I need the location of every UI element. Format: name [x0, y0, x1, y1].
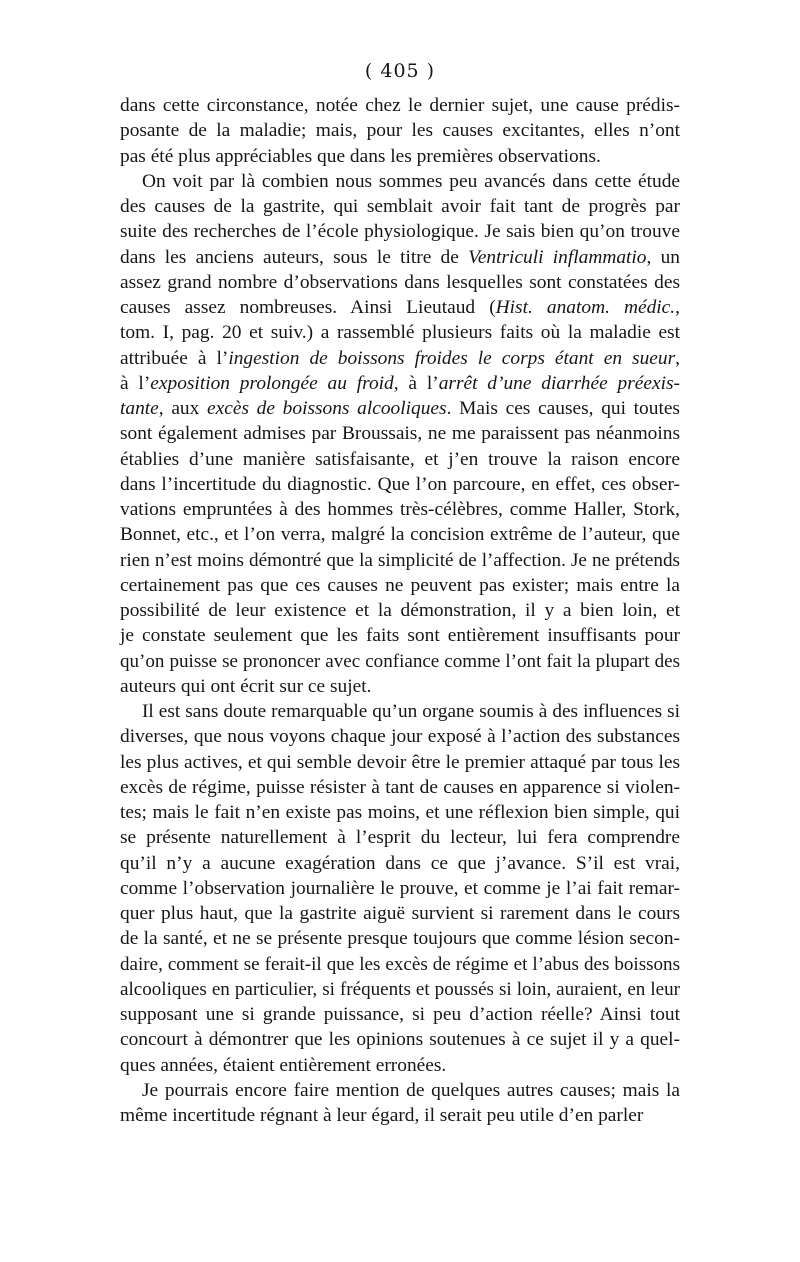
text-run: rien n’est moins démontré que la simplicité de l’affection. Je ne prétends: [120, 549, 680, 571]
text-line: [120, 1027, 680, 1052]
paragraph: [120, 699, 680, 1078]
text-line: [120, 93, 680, 118]
text-run: même incertitude régnant à leur égard, il serait peu utile d’en parler: [120, 1105, 644, 1126]
text-run: alcooliques en particulier, si fréquents et poussés si loin, auraient, en leur: [120, 978, 680, 1000]
text-line: [120, 194, 680, 219]
text-run: Bonnet, etc., et l’on verra, malgré la concision extrême de l’auteur, que: [120, 524, 680, 546]
text-line: [120, 598, 680, 623]
text-line: [120, 623, 680, 648]
italic-text: Hist. anatom. médic.: [495, 297, 676, 318]
text-run: je constate seulement que les faits sont entièrement insuffisants pour: [120, 625, 680, 647]
italic-text: arrêt d’une diarrhée préexis-: [438, 372, 680, 394]
text-run: auteurs qui ont écrit sur ce sujet.: [120, 675, 372, 697]
text-run: pas été plus appréciables que dans les premières observations.: [120, 145, 601, 167]
italic-text: tante: [120, 398, 159, 419]
text-run: quer plus haut, que la gastrite aiguë survient si rarement dans le cours: [120, 903, 680, 924]
text-line: [120, 1002, 680, 1027]
text-run: concourt à démontrer que les opinions soutenues à ce sujet il y a quel-: [120, 1029, 680, 1051]
text-run: possibilité de leur existence et la démonstration, il y a bien loin, et: [120, 600, 680, 621]
text-line: [120, 674, 680, 699]
text-run: . Mais ces causes, qui toutes: [446, 398, 680, 419]
text-run: dans cette circonstance, notée chez le dernier sujet, une cause prédis-: [120, 95, 680, 116]
paragraph: [120, 93, 680, 169]
text-run: suite des recherches de l’école physiologique. Je sais bien qu’on trouve: [120, 221, 680, 243]
text-line: [120, 548, 680, 573]
page-number: ( 405 ): [364, 60, 436, 82]
text-run: supposant une si grande puissance, si peu d’action réelle? Ainsi tout: [120, 1004, 680, 1025]
text-line: [120, 522, 680, 547]
italic-text: excès de boissons alcooliques: [207, 398, 447, 419]
text-line: [120, 295, 680, 320]
italic-text: ingestion de boissons froides le corps étant en sueur: [228, 347, 676, 369]
paragraph: [120, 169, 680, 699]
text-line: [120, 169, 680, 194]
text-run: , aux: [158, 398, 208, 419]
text-line: [120, 472, 680, 497]
text-line: [120, 977, 680, 1002]
text-line: [120, 901, 680, 926]
text-run: ques années, étaient entièrement erronées.: [120, 1054, 447, 1076]
text-run: posante de la maladie; mais, pour les causes excitantes, elles n’ont: [120, 120, 680, 142]
text-run: tes; mais le fait n’en existe pas moins, et une réflexion bien simple, qui: [120, 802, 680, 823]
text-run: dans l’incertitude du diagnostic. Que l’on parcoure, en effet, ces obser-: [120, 473, 680, 495]
italic-text: exposition prolongée au froid: [150, 372, 394, 394]
text-line: [120, 800, 680, 825]
text-run: comme l’observation journalière le prouve, et comme je l’ai fait remar-: [120, 877, 680, 899]
text-run: sont également admises par Broussais, ne me paraissent pas néanmoins: [120, 423, 680, 445]
text-line: [120, 219, 680, 244]
text-run: de la santé, et ne se présente presque toujours que comme lésion secon-: [120, 928, 680, 950]
text-line: [120, 144, 680, 169]
text-line: [120, 851, 680, 876]
text-line: [120, 421, 680, 446]
text-line: [120, 952, 680, 977]
text-run: attribuée à l’: [120, 347, 229, 369]
text-line: [120, 699, 680, 724]
text-line: [120, 497, 680, 522]
paragraph: [120, 1078, 680, 1129]
text-run: , à l’: [393, 372, 439, 394]
text-line: [120, 118, 680, 143]
text-line: [120, 396, 680, 421]
text-line: [120, 1078, 680, 1103]
text-run: ,: [675, 347, 680, 369]
text-line: [120, 346, 680, 371]
text-line: [120, 750, 680, 775]
text-run: qu’il n’y a aucune exagération dans ce que j’avance. S’il est vrai,: [120, 852, 680, 874]
text-line: [120, 926, 680, 951]
text-line: [120, 270, 680, 295]
text-line: [120, 573, 680, 598]
text-run: à l’: [120, 372, 151, 394]
text-line: [120, 1053, 680, 1078]
text-line: [120, 649, 680, 674]
text-line: [120, 775, 680, 800]
text-run: , un: [646, 246, 680, 268]
text-run: certainement pas que ces causes ne peuvent pas exister; mais entre la: [120, 574, 680, 596]
text-line: [120, 1103, 680, 1128]
text-run: excès de régime, puisse résister à tant de causes en apparence si violen-: [120, 776, 680, 798]
italic-text: Ventriculi inflammatio: [468, 246, 647, 268]
text-run: ,: [675, 297, 680, 318]
text-run: diverses, que nous voyons chaque jour exposé à l’action des substances: [120, 726, 680, 748]
text-line: [120, 447, 680, 472]
text-line: [120, 825, 680, 850]
text-run: tom. I, pag. 20 et suiv.) a rassemblé plusieurs faits où la maladie est: [120, 322, 680, 344]
text-run: se présente naturellement à l’esprit du lecteur, lui fera comprendre: [120, 827, 680, 849]
text-run: dans les anciens auteurs, sous le titre de: [120, 246, 469, 268]
text-run: assez grand nombre d’observations dans lesquelles sont constatées des: [120, 271, 680, 293]
text-line: [120, 724, 680, 749]
text-run: qu’on puisse se prononcer avec confiance comme l’ont fait la plupart des: [120, 650, 680, 672]
text-run: vations empruntées à des hommes très-célèbres, comme Haller, Stork,: [120, 499, 680, 520]
text-run: des causes de la gastrite, qui semblait avoir fait tant de progrès par: [120, 196, 680, 217]
text-line: [120, 371, 680, 396]
text-run: daire, comment se ferait-il que les excès de régime et l’abus des boissons: [120, 953, 680, 975]
body-text: [120, 93, 680, 1128]
text-run: les plus actives, et qui semble devoir être le premier attaqué par tous les: [120, 751, 680, 773]
text-run: Il est sans doute remarquable qu’un organe soumis à des influences si: [142, 701, 680, 722]
text-run: établies d’une manière satisfaisante, et j’en trouve la raison encore: [120, 448, 680, 470]
text-run: Je pourrais encore faire mention de quelques autres causes; mais la: [142, 1079, 680, 1101]
text-run: causes assez nombreuses. Ainsi Lieutaud (: [120, 297, 496, 318]
text-line: [120, 876, 680, 901]
text-line: [120, 245, 680, 270]
text-line: [120, 320, 680, 345]
text-run: On voit par là combien nous sommes peu avancés dans cette étude: [142, 170, 680, 192]
